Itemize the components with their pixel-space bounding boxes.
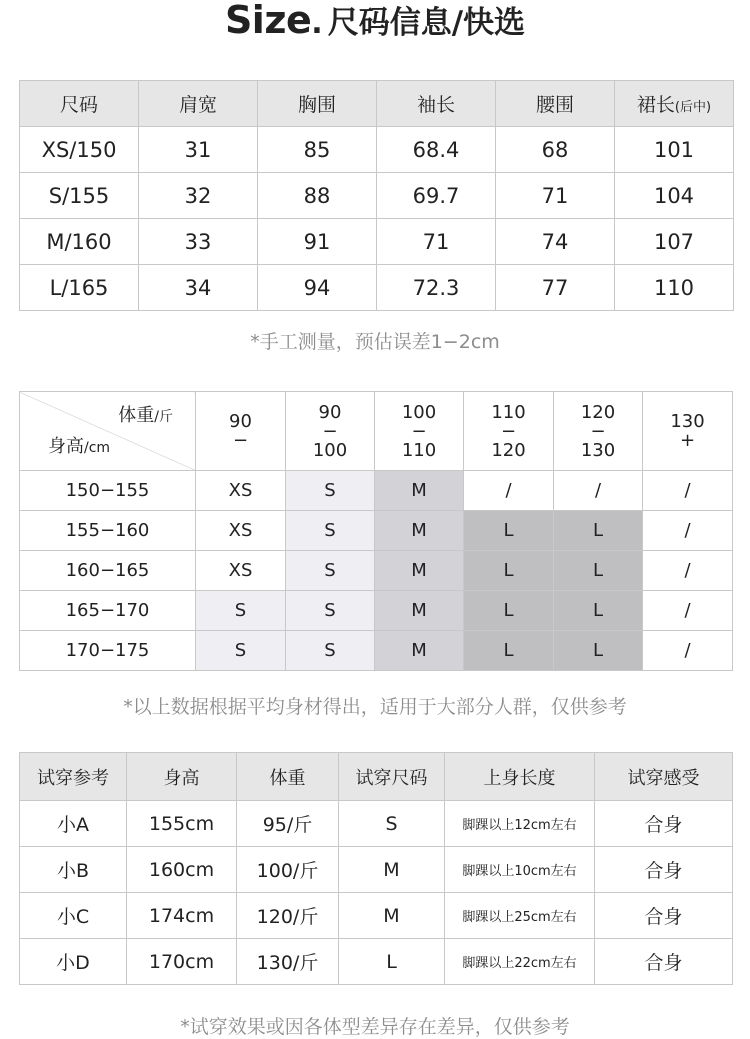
table-cell: 107: [615, 219, 734, 265]
size-header-cell: 袖长: [377, 81, 496, 127]
table-cell: M: [339, 847, 445, 893]
weight-axis-label: [118, 406, 173, 427]
size-cell: /: [643, 551, 733, 591]
quick-table-header-row: [20, 392, 733, 471]
size-cell: S: [286, 551, 375, 591]
table-cell: 91: [258, 219, 377, 265]
weight-range-dash: −: [322, 420, 338, 442]
table-row: [20, 551, 733, 591]
weight-header-cell: [375, 392, 464, 471]
size-cell: M: [375, 471, 464, 511]
fit-header-cell: 身高: [127, 753, 237, 801]
table-cell: 合身: [595, 801, 733, 847]
table-cell: M: [339, 893, 445, 939]
table-row: [20, 471, 733, 511]
table-cell: 95/斤: [237, 801, 339, 847]
size-header-suffix: (后中): [674, 100, 712, 115]
fit-header-cell: 试穿感受: [595, 753, 733, 801]
size-cell: L: [464, 591, 554, 631]
table-cell: 77: [496, 265, 615, 311]
fit-header-cell: 上身长度: [445, 753, 595, 801]
table-cell: 160cm: [127, 847, 237, 893]
weight-range-plus: +: [679, 430, 696, 451]
title-en: Size: [224, 0, 312, 42]
size-cell: S: [196, 631, 286, 671]
table-row: [20, 511, 733, 551]
table-row: [20, 265, 734, 311]
table-cell: 88: [258, 173, 377, 219]
weight-range-dash: −: [232, 430, 249, 451]
page-title: [0, 0, 750, 40]
table-cell: 合身: [595, 847, 733, 893]
fit-table-note: *试穿效果或因各体型差异存在差异，仅供参考: [180, 1016, 570, 1038]
table-cell: 合身: [595, 939, 733, 985]
size-cell: L: [554, 631, 643, 671]
size-cell: M: [375, 511, 464, 551]
weight-header-cell: [464, 392, 554, 471]
table-cell: S/155: [20, 173, 139, 219]
table-cell: 脚踝以上10cm左右: [445, 847, 595, 893]
table-cell: 85: [258, 127, 377, 173]
weight-range-dash: −: [411, 420, 427, 442]
weight-range-from: 90: [318, 401, 342, 423]
fit-header-cell: 体重: [237, 753, 339, 801]
size-cell: S: [196, 591, 286, 631]
weight-range-dash: −: [500, 420, 517, 442]
weight-range-to: 100: [312, 439, 348, 461]
fit-header-cell: 试穿参考: [20, 753, 127, 801]
weight-header-cell: [196, 392, 286, 471]
size-cell: XS: [196, 551, 286, 591]
size-cell: /: [643, 471, 733, 511]
size-cell: M: [375, 591, 464, 631]
weight-label: 体重: [118, 405, 155, 426]
size-header-cell: 胸围: [258, 81, 377, 127]
table-cell: 脚踝以上22cm左右: [445, 939, 595, 985]
table-row: [20, 939, 733, 985]
size-cell: S: [286, 631, 375, 671]
size-header-cell: 腰围: [496, 81, 615, 127]
table-cell: 104: [615, 173, 734, 219]
table-cell: 71: [496, 173, 615, 219]
table-cell: 71: [377, 219, 496, 265]
table-cell: 100/斤: [237, 847, 339, 893]
size-table: [19, 80, 734, 311]
size-header-cell-length: [615, 81, 734, 127]
height-range-cell: 170−175: [20, 631, 196, 671]
weight-range-from: 130: [670, 411, 705, 432]
height-label: 身高: [48, 436, 84, 457]
table-row: [20, 127, 734, 173]
size-cell: S: [286, 471, 375, 511]
height-range-cell: 165−170: [20, 591, 196, 631]
fit-table-header-row: [20, 753, 733, 801]
weight-range-from: 90: [229, 411, 252, 432]
table-cell: 74: [496, 219, 615, 265]
table-cell: 32: [139, 173, 258, 219]
size-cell: XS: [196, 471, 286, 511]
table-cell: 174cm: [127, 893, 237, 939]
table-cell: L: [339, 939, 445, 985]
quick-select-table: [19, 391, 733, 671]
size-cell: L: [464, 631, 554, 671]
table-cell: 34: [139, 265, 258, 311]
size-header-cell: 尺码: [20, 81, 139, 127]
table-cell: 72.3: [377, 265, 496, 311]
table-cell: XS/150: [20, 127, 139, 173]
table-cell: 68.4: [377, 127, 496, 173]
size-table-header-row: [20, 81, 734, 127]
table-cell: 130/斤: [237, 939, 339, 985]
weight-range-from: 100: [401, 401, 437, 423]
weight-range-dash: −: [590, 420, 606, 442]
weight-range-from: 110: [491, 401, 526, 423]
fit-reference-table: [19, 752, 733, 985]
table-cell: 合身: [595, 893, 733, 939]
weight-range-to: 110: [401, 439, 437, 461]
table-cell: 脚踝以上12cm左右: [445, 801, 595, 847]
table-row: [20, 173, 734, 219]
size-cell: M: [375, 551, 464, 591]
size-cell: L: [554, 591, 643, 631]
size-cell: /: [554, 471, 643, 511]
height-range-cell: 150−155: [20, 471, 196, 511]
fit-header-cell: 试穿尺码: [339, 753, 445, 801]
size-cell: M: [375, 631, 464, 671]
size-cell: S: [286, 511, 375, 551]
table-cell: 小C: [20, 893, 127, 939]
size-cell: L: [464, 551, 554, 591]
size-cell: L: [464, 511, 554, 551]
size-cell: L: [554, 511, 643, 551]
height-unit: /cm: [84, 440, 111, 456]
weight-header-cell: [643, 392, 733, 471]
table-cell: 155cm: [127, 801, 237, 847]
table-cell: 31: [139, 127, 258, 173]
size-cell: /: [643, 511, 733, 551]
table-cell: S: [339, 801, 445, 847]
quick-table-note: *以上数据根据平均身材得出，适用于大部分人群，仅供参考: [123, 696, 627, 718]
table-cell: L/165: [20, 265, 139, 311]
size-cell: S: [286, 591, 375, 631]
table-row: [20, 847, 733, 893]
size-cell: L: [554, 551, 643, 591]
size-table-note: *手工测量，预估误差1−2cm: [250, 331, 500, 353]
corner-cell: [20, 392, 196, 471]
height-axis-label: [48, 437, 110, 458]
size-header-cell: 肩宽: [139, 81, 258, 127]
table-cell: 94: [258, 265, 377, 311]
weight-range-from: 120: [580, 401, 616, 423]
table-row: [20, 631, 733, 671]
weight-range-to: 120: [491, 439, 526, 461]
title-dot: .: [311, 6, 323, 41]
size-cell: /: [464, 471, 554, 511]
table-row: [20, 219, 734, 265]
table-cell: 33: [139, 219, 258, 265]
weight-header-cell: [554, 392, 643, 471]
table-cell: 68: [496, 127, 615, 173]
height-range-cell: 160−165: [20, 551, 196, 591]
table-cell: 110: [615, 265, 734, 311]
height-range-cell: 155−160: [20, 511, 196, 551]
table-cell: 小A: [20, 801, 127, 847]
table-row: [20, 591, 733, 631]
weight-range-to: 130: [580, 439, 616, 461]
table-cell: 101: [615, 127, 734, 173]
table-cell: 120/斤: [237, 893, 339, 939]
weight-header-cell: [286, 392, 375, 471]
weight-unit: /斤: [154, 409, 173, 425]
table-cell: 69.7: [377, 173, 496, 219]
table-row: [20, 801, 733, 847]
table-cell: 小B: [20, 847, 127, 893]
title-cn: 尺码信息/快选: [327, 5, 526, 41]
size-cell: XS: [196, 511, 286, 551]
size-cell: /: [643, 591, 733, 631]
size-cell: /: [643, 631, 733, 671]
table-cell: 脚踝以上25cm左右: [445, 893, 595, 939]
table-row: [20, 893, 733, 939]
table-cell: 小D: [20, 939, 127, 985]
table-cell: 170cm: [127, 939, 237, 985]
table-cell: M/160: [20, 219, 139, 265]
size-header-label: 裙长: [636, 94, 675, 116]
